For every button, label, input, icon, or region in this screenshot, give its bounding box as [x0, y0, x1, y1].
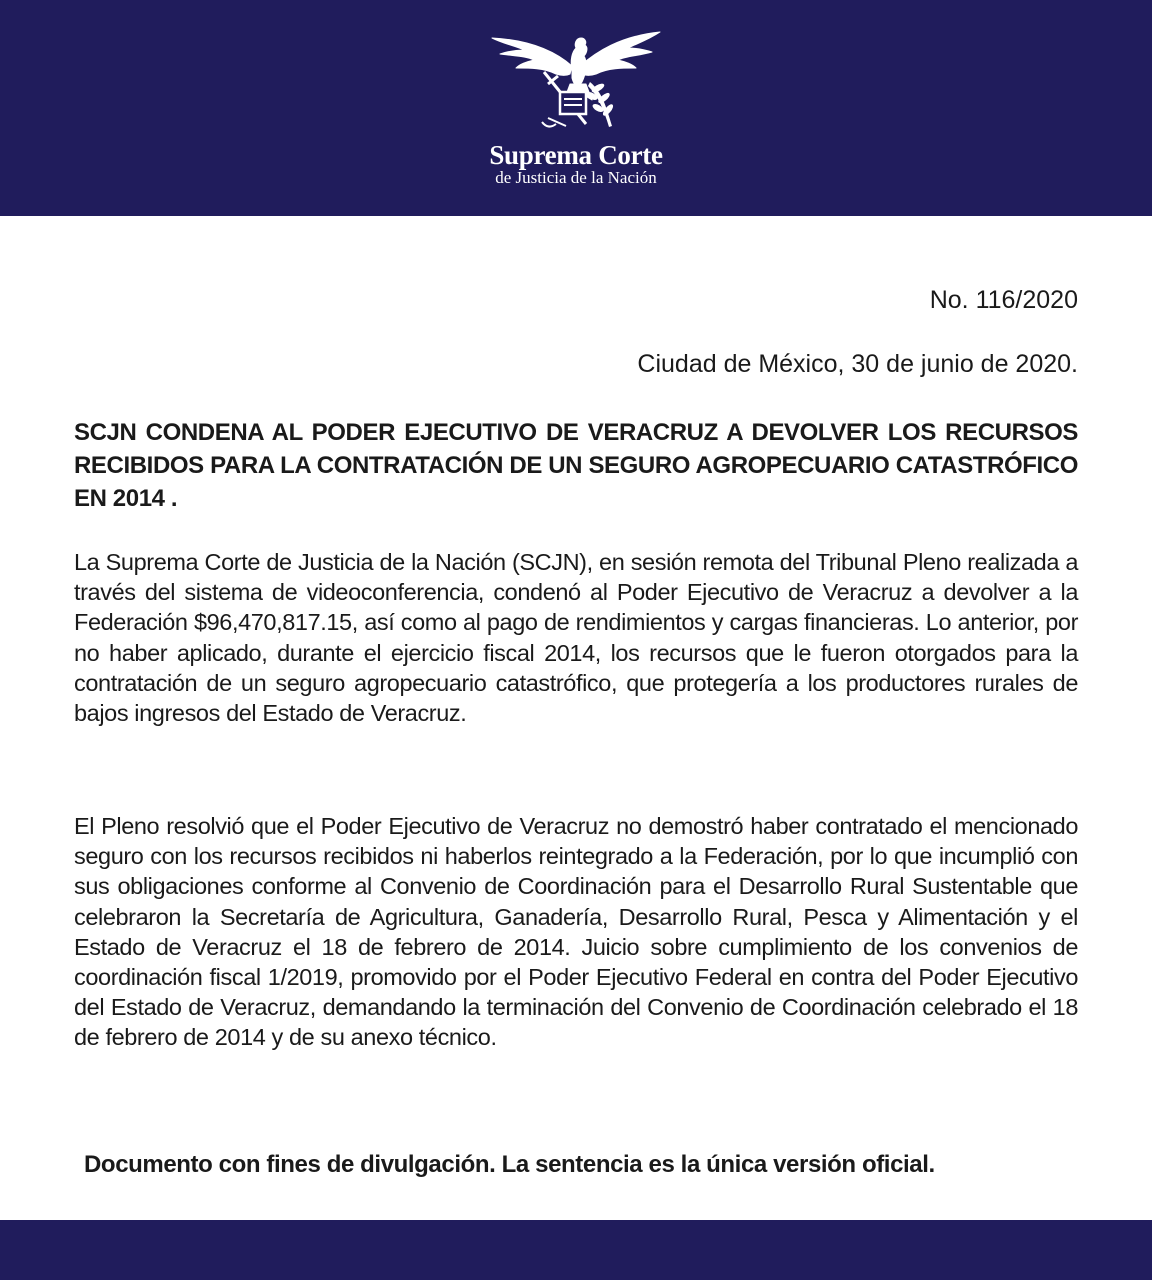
eagle-emblem-icon — [486, 26, 666, 136]
headline: SCJN CONDENA AL PODER EJECUTIVO DE VERACRUZ A DEVOLVER LOS RECURSOS RECIBIDOS PARA LA CONTRATACIÓN DE UN SEGURO AGROPECUARIO CATASTRÓFICO EN 2014 . — [74, 419, 1078, 512]
footer-band — [0, 1220, 1152, 1280]
body-paragraph: La Suprema Corte de Justicia de la Nación (SCJN), en sesión remota del Tribunal Pleno realizada a través del sistema de videoconferencia, condenó al Poder Ejecutivo de Veracruz a devolver a la Federación $96,470,817.15, así como al pago de rendimientos y cargas financieras. Lo anterior, por no haber aplicado, durante el ejercicio fiscal 2014, los recursos que le fueron otorgados para la contratación de un seguro agropecuario catastrófico, que protegería a los productores rurales de bajos ingresos del Estado de Veracruz. — [74, 549, 1078, 727]
disclaimer-note: Documento con fines de divulgación. La sentencia es la única versión oficial. — [84, 1151, 935, 1178]
place-date: Ciudad de México, 30 de junio de 2020. — [637, 350, 1078, 378]
body-paragraph: El Pleno resolvió que el Poder Ejecutivo de Veracruz no demostró haber contratado el mencionado seguro con los recursos recibidos ni haberlos reintegrado a la Federación, por lo que incumplió con sus obligaciones conforme al Convenio de Coordinación para el Desarrollo Rural Sustentable que celebraron la Secretaría de Agricultura, Ganadería, Desarrollo Rural, Pesca y Alimentación y el Estado de Veracruz el 18 de febrero de 2014. Juicio sobre cumplimiento de los convenios de coordinación fiscal 1/2019, promovido por el Poder Ejecutivo Federal en contra del Poder Ejecutivo del Estado de Veracruz, demandando la terminación del Convenio de Coordinación celebrado el 18 de febrero de 2014 y de su anexo técnico. — [74, 813, 1078, 1051]
press-release-number: No. 116/2020 — [929, 286, 1078, 314]
header-band — [0, 0, 1152, 216]
institution-subtitle: de Justicia de la Nación — [495, 168, 657, 187]
institution-name: Suprema Corte — [489, 140, 663, 170]
